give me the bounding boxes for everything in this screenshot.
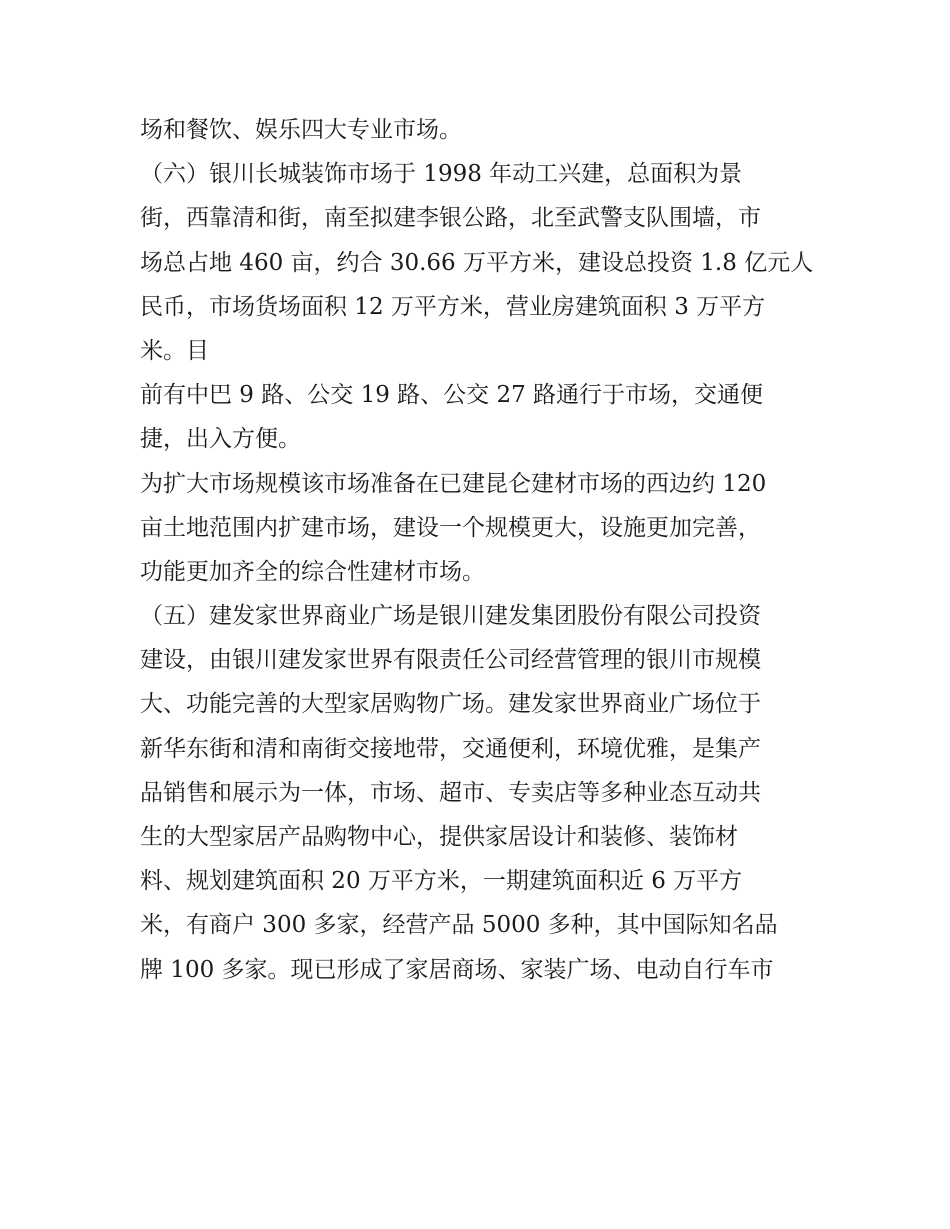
document-body — [140, 108, 820, 992]
text-line: （五）建发家世界商业广场是银川建发集团股份有限公司投资 — [140, 603, 761, 630]
text-line: 米。目 — [140, 337, 209, 364]
text-line: 捷，出入方便。 — [140, 426, 301, 453]
text-line: （六）银川长城装饰市场于 1998 年动工兴建，总面积为景 — [140, 161, 743, 188]
text-line: 前有中巴 9 路、公交 19 路、公交 27 路通行于市场，交通便 — [140, 382, 764, 409]
text-line: 亩土地范围内扩建市场，建设一个规模更大，设施更加完善， — [140, 514, 761, 541]
text-line: 场和餐饮、娱乐四大专业市场。 — [140, 117, 462, 143]
text-line: 料、规划建筑面积 20 万平方米，一期建筑面积近 6 万平方 — [140, 868, 743, 895]
text-line: 生的大型家居产品购物中心，提供家居设计和装修、装饰材 — [140, 824, 738, 850]
text-line: 街，西靠清和街，南至拟建李银公路，北至武警支队围墙，市 — [140, 205, 761, 232]
text-line: 建设，由银川建发家世界有限责任公司经营管理的银川市规模 — [140, 647, 761, 674]
text-line: 功能更加齐全的综合性建材市场。 — [140, 558, 485, 585]
text-line: 场总占地 460 亩，约合 30.66 万平方米，建设总投资 1.8 亿元人 — [140, 249, 814, 276]
text-line: 米，有商户 300 多家，经营产品 5000 多种，其中国际知名品 — [140, 912, 778, 939]
text-line: 牌 100 多家。现已形成了家居商场、家装广场、电动自行车市 — [140, 956, 774, 983]
text-line: 新华东街和清和南街交接地带，交通便利，环境优雅，是集产 — [140, 735, 761, 762]
text-line: 品销售和展示为一体，市场、超市、专卖店等多种业态互动共 — [140, 779, 761, 806]
text-line: 大、功能完善的大型家居购物广场。建发家世界商业广场位于 — [140, 691, 761, 718]
text-line: 民币，市场货场面积 12 万平方米，营业房建筑面积 3 万平方 — [140, 293, 766, 320]
text-line: 为扩大市场规模该市场准备在已建昆仑建材市场的西边约 120 — [140, 470, 767, 497]
